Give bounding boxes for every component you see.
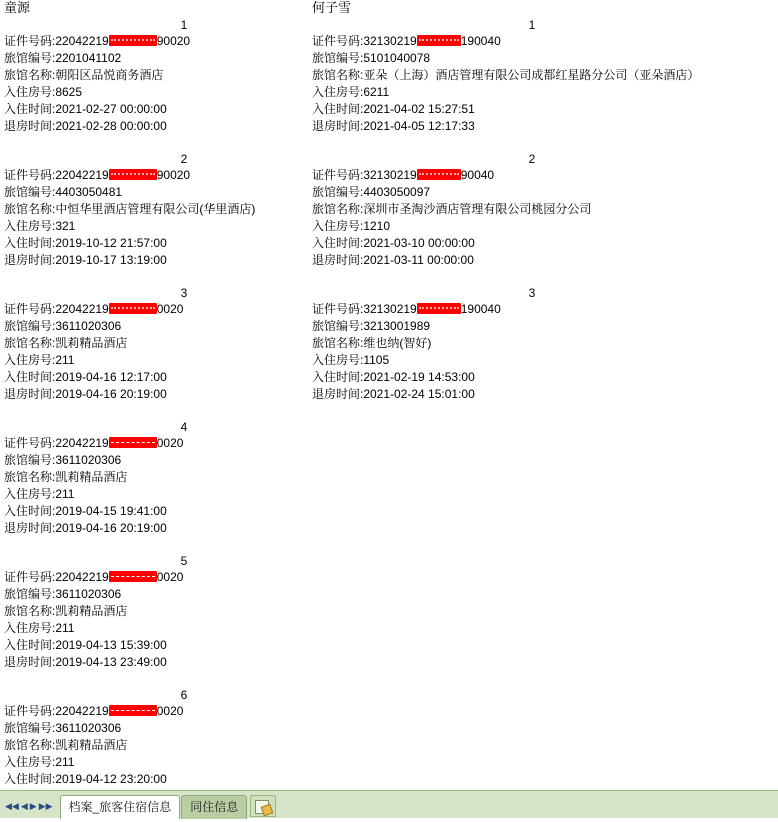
check-out-line: 退房时间:2019-04-16 20:19:00 [4,521,167,535]
check-out-line: 退房时间:2021-03-11 00:00:00 [312,253,474,267]
check-in-line: 入住时间:2019-04-12 23:20:00 [4,772,167,786]
room-number-line: 入住房号:1210 [312,219,391,233]
tabbar-filler [276,818,778,819]
right-records-list [312,18,778,420]
record-index: 3 [528,286,536,300]
id-number-suffix: 90040 [460,168,495,182]
id-number-line [312,33,778,50]
room-number-line: 入住房号:211 [4,621,75,635]
record-index: 3 [180,286,188,300]
hotel-name-line: 旅馆名称:凯莉精品酒店 [4,470,128,484]
right-record-column [312,0,778,420]
hotel-code-line: 旅馆编号:3611020306 [4,587,122,601]
room-number-line: 入住房号:1105 [312,353,390,367]
hotel-name-line: 旅馆名称:凯莉精品酒店 [4,738,128,752]
check-in-line: 入住时间:2019-04-13 15:39:00 [4,638,167,652]
nav-last-icon[interactable]: ▶▶ [38,801,53,811]
id-number-suffix: 190040 [460,34,501,48]
hotel-name-line: 旅馆名称:维也纳(智好) [312,336,432,350]
room-number-line: 入住房号:321 [4,219,76,233]
record-index: 5 [180,554,188,568]
id-number-prefix: 证件号码:22042219 [4,436,109,450]
id-number-suffix: 0020 [156,704,184,718]
nav-first-icon[interactable]: ◀◀ [5,801,19,811]
room-number-line: 入住房号:211 [4,755,75,769]
id-number-redaction [417,35,461,46]
hotel-code-line: 旅馆编号:3611020306 [4,453,122,467]
record [4,554,389,688]
record-index: 4 [180,420,188,434]
id-number-line [312,301,778,318]
id-number-redaction [109,437,157,448]
check-out-line: 退房时间:2019-10-17 13:19:00 [4,253,167,267]
sheet-tab-archive-guest-stay[interactable]: 档案_旅客住宿信息 [60,795,181,819]
person-name-left: 童源 [4,0,31,15]
room-number-line: 入住房号:211 [4,353,75,367]
id-number-line [4,569,389,586]
hotel-name-line: 旅馆名称:中恒华里酒店管理有限公司(华里酒店) [4,202,256,216]
record-index: 2 [528,152,536,166]
check-out-line: 退房时间:2021-02-24 15:01:00 [312,387,475,401]
hotel-name-line: 旅馆名称:亚朵（上海）酒店管理有限公司成都红星路分公司（亚朵酒店） [312,68,700,82]
id-number-suffix: 0020 [156,570,184,584]
record-index: 6 [180,688,188,702]
record [312,18,778,152]
record-index: 1 [180,18,188,32]
hotel-code-line: 旅馆编号:5101040078 [312,51,431,65]
room-number-line: 入住房号:211 [4,487,75,501]
check-in-line: 入住时间:2021-02-19 14:53:00 [312,370,475,384]
check-in-line: 入住时间:2021-02-27 00:00:00 [4,102,167,116]
id-number-redaction [109,571,157,582]
id-number-prefix: 证件号码:22042219 [4,34,109,48]
id-number-line [4,703,389,720]
check-in-line: 入住时间:2021-03-10 00:00:00 [312,236,475,250]
id-number-prefix: 证件号码:32130219 [312,168,417,182]
record-spacer [312,269,778,286]
check-out-line: 退房时间:2019-04-16 20:19:00 [4,387,167,401]
id-number-redaction [109,169,157,180]
id-number-redaction [417,169,461,180]
id-number-prefix: 证件号码:32130219 [312,302,417,316]
person-name-right: 何子雪 [312,0,352,15]
record-spacer [4,537,389,554]
id-number-prefix: 证件号码:22042219 [4,570,109,584]
id-number-suffix: 0020 [156,436,184,450]
id-number-prefix: 证件号码:22042219 [4,168,109,182]
hotel-name-line: 旅馆名称:凯莉精品酒店 [4,336,128,350]
id-number-prefix: 证件号码:22042219 [4,704,109,718]
id-number-prefix: 证件号码:32130219 [312,34,417,48]
record-spacer [312,403,778,420]
hotel-name-line: 旅馆名称:凯莉精品酒店 [4,604,128,618]
hotel-name-line: 旅馆名称:深圳市圣淘沙酒店管理有限公司桃园分公司 [312,202,592,216]
room-number-line: 入住房号:8625 [4,85,83,99]
hotel-code-line: 旅馆编号:4403050481 [4,185,123,199]
id-number-suffix: 190040 [460,302,501,316]
sheet-nav-arrows[interactable] [4,796,54,816]
hotel-code-line: 旅馆编号:3611020306 [4,721,122,735]
hotel-code-line: 旅馆编号:3213001989 [312,319,431,333]
hotel-name-line: 旅馆名称:朝阳区品悦商务酒店 [4,68,164,82]
id-number-redaction [109,35,157,46]
id-number-suffix: 90020 [156,168,191,182]
room-number-line: 入住房号:6211 [312,85,390,99]
record-spacer [312,135,778,152]
id-number-prefix: 证件号码:22042219 [4,302,109,316]
sheet-tab-cohabitation-info[interactable]: 同住信息 [181,795,247,819]
hotel-code-line: 旅馆编号:4403050097 [312,185,431,199]
id-number-line [312,167,778,184]
record-index: 2 [180,152,188,166]
check-out-line: 退房时间:2019-04-13 23:49:00 [4,655,167,669]
id-number-suffix: 90020 [156,34,191,48]
id-number-redaction [109,705,157,716]
check-in-line: 入住时间:2019-10-12 21:57:00 [4,236,167,250]
id-number-redaction [417,303,461,314]
record-index: 1 [528,18,536,32]
check-in-line: 入住时间:2021-04-02 15:27:51 [312,102,475,116]
id-number-line [4,435,389,452]
check-in-line: 入住时间:2019-04-15 19:41:00 [4,504,167,518]
record [4,420,389,554]
check-out-line: 退房时间:2021-04-05 12:17:33 [312,119,475,133]
record-spacer [4,671,389,688]
record [312,286,778,420]
sheet-tab-bar [0,790,778,818]
id-number-suffix: 0020 [156,302,184,316]
id-number-redaction [109,303,157,314]
hotel-code-line: 旅馆编号:2201041102 [4,51,122,65]
add-sheet-icon[interactable] [250,795,276,817]
nav-next-icon[interactable]: ▶ [29,801,37,811]
record [312,152,778,286]
hotel-code-line: 旅馆编号:3611020306 [4,319,122,333]
nav-prev-icon[interactable]: ◀ [20,801,28,811]
check-in-line: 入住时间:2019-04-16 12:17:00 [4,370,167,384]
check-out-line: 退房时间:2021-02-28 00:00:00 [4,119,167,133]
